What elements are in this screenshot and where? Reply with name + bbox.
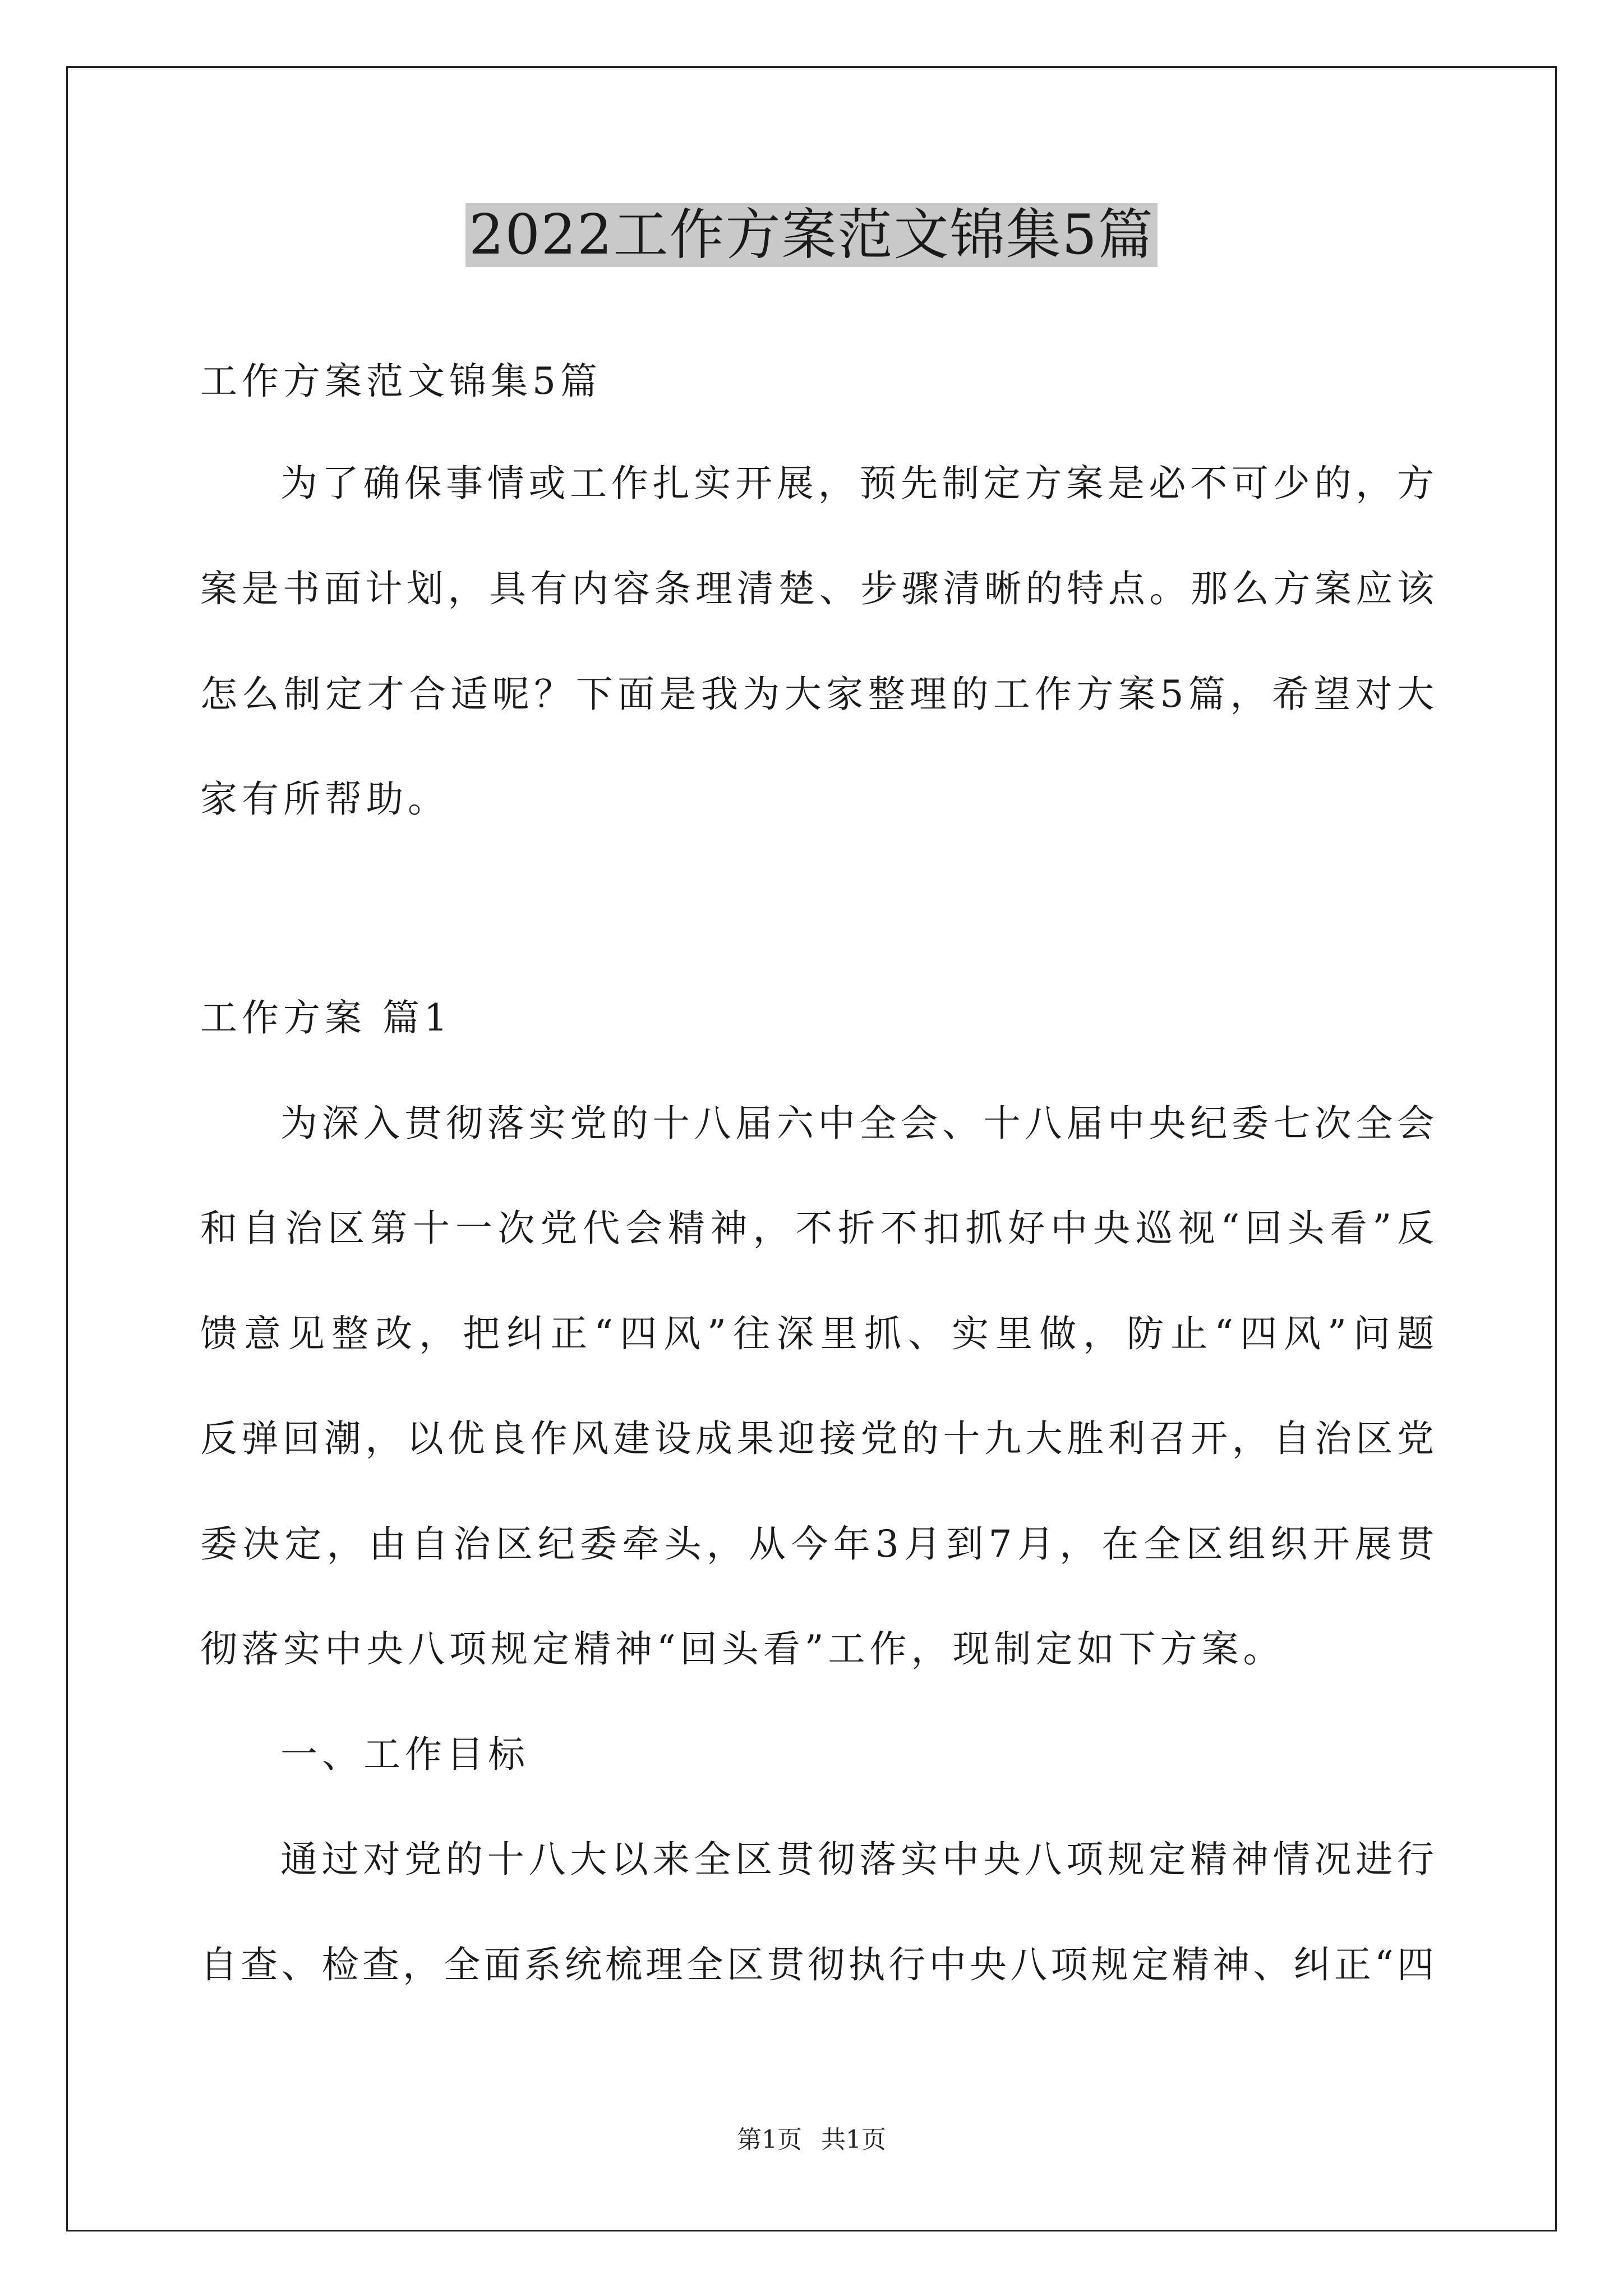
- intro-line-1: 为了确保事情或工作扎实开展，预先制定方案是必不可少的，方: [280, 462, 1434, 505]
- intro-line-2: 案是书面计划，具有内容条理清楚、步骤清晰的特点。那么方案应该: [200, 567, 1434, 610]
- section-line-6: 彻落实中央八项规定精神“回头看”工作，现制定如下方案。: [200, 1627, 1285, 1671]
- page-total: 共1页: [821, 2125, 886, 2154]
- intro-line-3: 怎么制定才合适呢？下面是我为大家整理的工作方案5篇，希望对大: [200, 673, 1434, 716]
- document-subtitle: 工作方案范文锦集5篇: [200, 360, 602, 403]
- page-footer: [0, 2120, 1623, 2160]
- document-title-text: 2022工作方案范文锦集5篇: [465, 203, 1158, 267]
- intro-line-4: 家有所帮助。: [200, 777, 449, 821]
- document-title: [0, 193, 1623, 277]
- section-line-3: 馈意见整改，把纠正“四风”往深里抓、实里做，防止“四风”问题: [200, 1312, 1434, 1355]
- section-line-2: 和自治区第十一次党代会精神，不折不扣抓好中央巡视“回头看”反: [200, 1207, 1434, 1250]
- section-heading: 工作方案 篇1: [200, 996, 452, 1039]
- goal-line-2: 自查、检查，全面系统梳理全区贯彻执行中央八项规定精神、纠正“四: [200, 1943, 1434, 1986]
- section-line-4: 反弹回潮，以优良作风建设成果迎接党的十九大胜利召开，自治区党: [200, 1417, 1434, 1460]
- subheading: 一、工作目标: [280, 1733, 529, 1776]
- section-line-5: 委决定，由自治区纪委牵头，从今年3月到7月，在全区组织开展贯: [200, 1522, 1434, 1566]
- section-line-1: 为深入贯彻落实党的十八届六中全会、十八届中央纪委七次全会: [280, 1102, 1434, 1145]
- goal-line-1: 通过对党的十八大以来全区贯彻落实中央八项规定精神情况进行: [280, 1838, 1434, 1881]
- page-number: 第1页: [737, 2125, 802, 2154]
